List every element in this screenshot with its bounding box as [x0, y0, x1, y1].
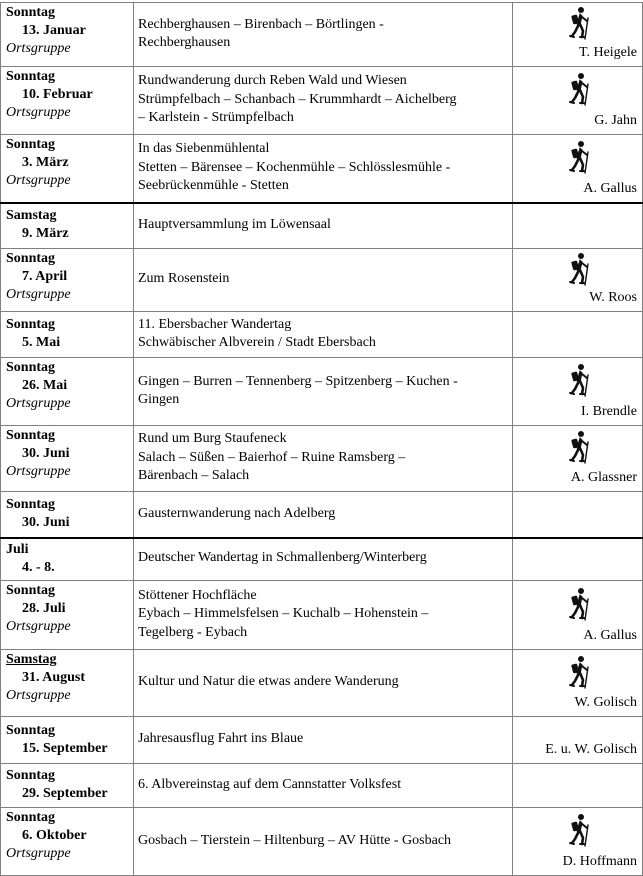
event-row — [0, 491, 643, 537]
event-date-block — [6, 136, 71, 190]
event-leader: T. Heigele — [578, 45, 637, 60]
event-group: Ortsgruppe — [6, 105, 71, 120]
event-day: Juli — [6, 541, 29, 557]
event-row — [0, 716, 643, 763]
event-description-line: Seebrückenmühle - Stetten — [138, 178, 289, 194]
event-day: Sonntag — [6, 137, 56, 152]
event-description-line: Rechberghausen — [138, 35, 231, 50]
event-leader: W. Roos — [589, 290, 637, 305]
event-row — [0, 202, 643, 248]
event-date: 10. Februar — [22, 87, 93, 102]
event-description-line: Eybach – Himmelsfelsen – Kuchalb – Hohenstein – — [138, 606, 429, 622]
event-leader: G. Jahn — [594, 113, 637, 128]
event-row — [0, 425, 643, 491]
event-group: Ortsgruppe — [6, 287, 71, 302]
event-date: 6. Oktober — [22, 828, 87, 843]
event-row — [0, 537, 643, 580]
event-date: 28. Juli — [22, 601, 66, 616]
event-description-line: 11. Ebersbacher Wandertag — [138, 316, 292, 332]
event-date-block — [6, 68, 93, 122]
hiker-icon — [568, 587, 594, 621]
event-description-line: Schwäbischer Albverein / Stadt Ebersbach — [138, 335, 376, 350]
event-leader: W. Golisch — [574, 695, 637, 710]
event-leader: D. Hoffmann — [562, 854, 637, 869]
event-description-line: Deutscher Wandertag in Schmallenberg/Winterberg — [138, 550, 427, 566]
event-description — [138, 140, 510, 196]
event-description — [138, 832, 510, 851]
event-description-line: – Karlstein - Strümpfelbach — [138, 110, 294, 126]
event-description-line: Kultur und Natur die etwas andere Wanderung — [138, 674, 399, 690]
event-day: Sonntag — [6, 768, 56, 783]
event-group: Ortsgruppe — [6, 41, 71, 56]
event-date-block — [6, 541, 55, 577]
event-group: Ortsgruppe — [6, 396, 71, 411]
event-date: 7. April — [22, 269, 68, 284]
event-leader: A. Gallus — [583, 628, 637, 643]
hiker-icon — [568, 813, 594, 847]
event-leader: I. Brendle — [581, 404, 637, 419]
event-description-line: Rund um Burg Staufeneck — [138, 431, 287, 447]
event-day: Sonntag — [6, 428, 56, 443]
event-day: Sonntag — [6, 360, 56, 375]
event-row — [0, 649, 643, 716]
event-date: 4. - 8. — [22, 559, 55, 575]
event-date-block — [6, 767, 108, 803]
event-description — [138, 316, 510, 353]
event-description — [138, 72, 510, 128]
event-description-line: 6. Albvereinstag auf dem Cannstatter Volksfest — [138, 776, 402, 792]
event-description — [138, 776, 510, 795]
event-date-block — [6, 207, 69, 243]
event-date-block — [6, 359, 71, 413]
event-description — [138, 673, 510, 692]
event-group: Ortsgruppe — [6, 688, 71, 703]
event-date-block — [6, 722, 108, 758]
event-description — [138, 549, 510, 568]
event-row — [0, 580, 643, 649]
event-description-line: Bärenbach – Salach — [138, 468, 250, 484]
event-description-line: Salach – Süßen – Baierhof – Ruine Ramsberg – — [138, 449, 406, 465]
event-day: Sonntag — [6, 497, 56, 512]
event-row — [0, 807, 643, 875]
event-row — [0, 66, 643, 134]
event-date: 29. September — [22, 786, 108, 801]
event-description-line: Gosbach – Tierstein – Hiltenburg – AV Hütte - Gosbach — [138, 832, 452, 848]
event-date: 3. März — [22, 155, 69, 170]
event-group: Ortsgruppe — [6, 846, 71, 861]
event-row — [0, 357, 643, 425]
event-description-line: Stöttener Hochfläche — [138, 587, 257, 603]
event-day: Sonntag — [6, 317, 56, 332]
event-description-line: Strümpfelbach – Schanbach – Krummhardt – Aichelberg — [138, 91, 457, 107]
event-description-line: Stetten – Bärensee – Kochenmühle – Schlösslesmühle - — [138, 159, 451, 175]
event-date-block — [6, 427, 71, 481]
event-day: Sonntag — [6, 251, 56, 266]
event-description — [138, 216, 510, 235]
event-day: Sonntag — [6, 5, 56, 20]
event-date-block — [6, 316, 60, 352]
event-date-block — [6, 4, 86, 58]
hiker-icon — [568, 430, 594, 464]
hiker-icon — [568, 252, 594, 286]
event-date: 30. Juni — [22, 515, 70, 530]
event-description-line: Jahresausflug Fahrt ins Blaue — [138, 731, 304, 747]
event-description-line: Gingen – Burren – Tennenberg – Spitzenberg – Kuchen - — [138, 373, 458, 389]
event-date-block — [6, 250, 71, 304]
event-date: 30. Juni — [22, 446, 70, 461]
event-group: Ortsgruppe — [6, 173, 71, 188]
event-description-line: Gausternwanderung nach Adelberg — [138, 505, 336, 521]
event-row — [0, 248, 643, 311]
event-row — [0, 311, 643, 357]
event-day: Samstag — [6, 208, 57, 223]
event-row — [0, 134, 643, 202]
event-group: Ortsgruppe — [6, 619, 71, 634]
event-date: 15. September — [22, 740, 108, 756]
event-description-line: In das Siebenmühlental — [138, 141, 270, 157]
event-leader: A. Glassner — [570, 470, 637, 485]
hiker-icon — [568, 363, 594, 397]
event-leader: A. Gallus — [583, 181, 637, 196]
event-date: 13. Januar — [22, 23, 86, 38]
event-day: Samstag — [6, 652, 57, 667]
event-description — [138, 373, 510, 410]
event-row — [0, 2, 643, 66]
event-description — [138, 730, 510, 749]
event-day: Sonntag — [6, 810, 56, 825]
hiker-icon — [568, 6, 594, 40]
event-date: 31. August — [22, 670, 86, 685]
event-date-block — [6, 496, 69, 532]
hiker-icon — [568, 140, 594, 174]
event-date: 5. Mai — [22, 335, 61, 350]
event-row — [0, 763, 643, 807]
event-date-block — [6, 582, 71, 636]
event-group: Ortsgruppe — [6, 464, 71, 479]
hiker-icon — [568, 655, 594, 689]
event-date: 9. März — [22, 226, 69, 241]
event-leader: E. u. W. Golisch — [545, 742, 637, 757]
event-description — [138, 587, 510, 643]
event-day: Sonntag — [6, 722, 56, 738]
event-date-block — [6, 651, 85, 705]
event-description — [138, 505, 510, 524]
event-description-line: Tegelberg - Eybach — [138, 624, 248, 640]
hiker-icon — [568, 72, 594, 106]
event-description — [138, 430, 510, 486]
event-description-line: Rundwanderung durch Reben Wald und Wiesen — [138, 73, 407, 89]
event-description-line: Rechberghausen – Birenbach – Börtlingen - — [138, 16, 384, 32]
event-description-line: Gingen — [138, 392, 180, 407]
event-description-line: Hauptversammlung im Löwensaal — [138, 216, 331, 232]
event-day: Sonntag — [6, 69, 56, 84]
event-description-line: Zum Rosenstein — [138, 271, 230, 287]
event-day: Sonntag — [6, 583, 56, 598]
event-date-block — [6, 809, 87, 863]
event-date: 26. Mai — [22, 378, 68, 393]
event-description — [138, 16, 510, 53]
event-description — [138, 270, 510, 289]
